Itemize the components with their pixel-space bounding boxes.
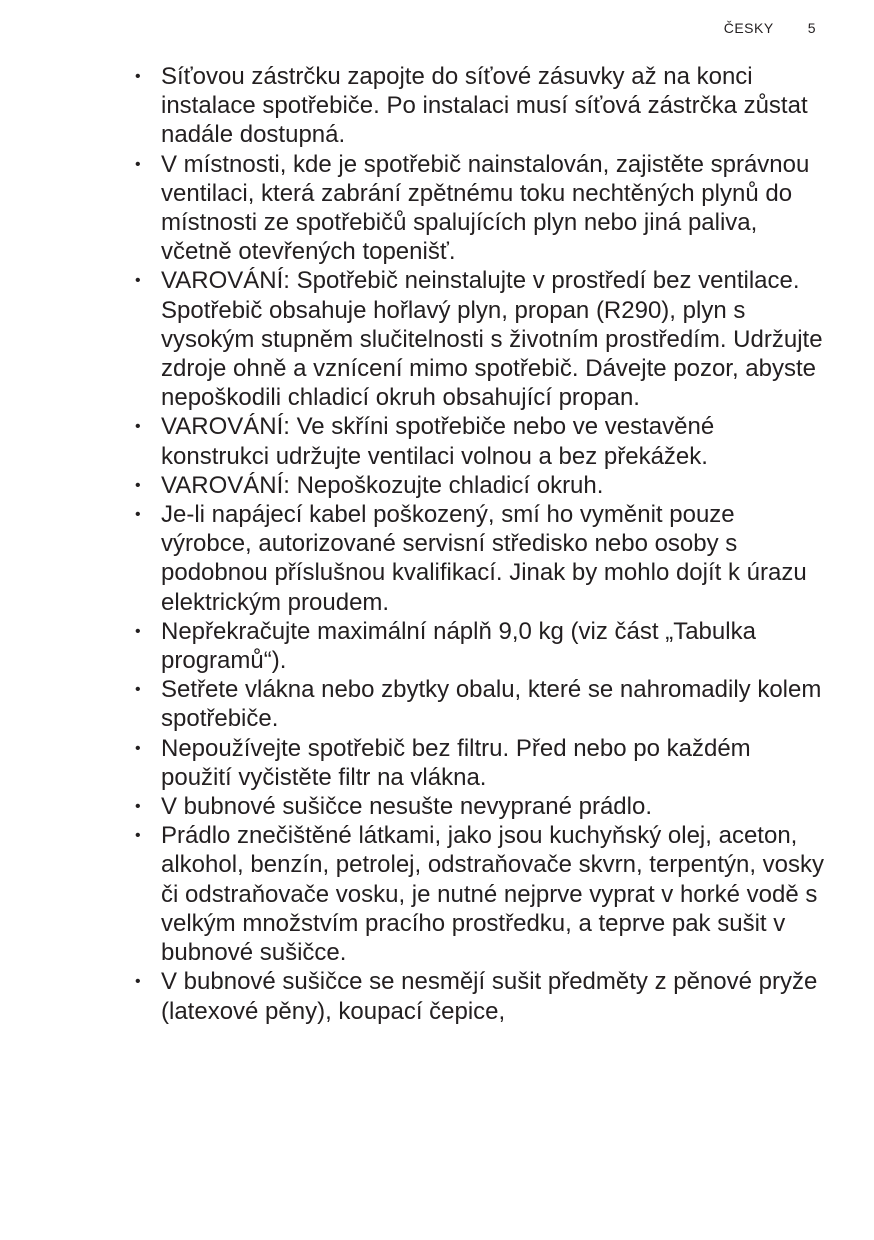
list-item-text: Nepřekračujte maximální náplň 9,0 kg (viz část „Tabulka programů“). [161, 617, 756, 675]
language-label: ČESKY [723, 20, 774, 36]
page-content [135, 62, 825, 1026]
list-item [135, 821, 825, 967]
bullet-marker: • [135, 272, 141, 290]
bullet-marker: • [135, 155, 141, 173]
bullet-marker: • [135, 973, 141, 991]
list-item-text: VAROVÁNÍ: Spotřebič neinstalujte v prostředí bez ventilace. [161, 267, 800, 295]
bullet-marker: • [135, 418, 141, 436]
list-item-text: Síťovou zástrčku zapojte do síťové zásuvky až na konci instalace spotřebiče. Po instalaci musí síťová zástrčka zůstat nadále dostupná. [161, 63, 808, 149]
list-item [135, 792, 825, 821]
list-item [135, 675, 825, 733]
list-item-text: Setřete vlákna nebo zbytky obalu, které se nahromadily kolem spotřebiče. [161, 676, 822, 733]
list-item [135, 412, 825, 470]
list-item-text: VAROVÁNÍ: Ve skříni spotřebiče nebo ve vestavěné konstrukci udržujte ventilaci volnou a bez překážek. [161, 413, 715, 470]
list-item [135, 150, 825, 267]
list-item-text: Nepoužívejte spotřebič bez filtru. Před nebo po každém použití vyčistěte filtr na vlákna. [161, 734, 751, 791]
list-item [135, 62, 825, 150]
list-item-text: VAROVÁNÍ: Nepoškozujte chladicí okruh. [161, 471, 604, 499]
list-item-text: Je-li napájecí kabel poškozený, smí ho vyměnit pouze výrobce, autorizované servisní středisko nebo osoby s podobnou příslušnou kvalifikací. Jinak by mohlo dojít k úrazu elektrickým proudem. [161, 501, 807, 616]
safety-instructions-list [135, 62, 825, 1026]
bullet-marker: • [135, 622, 141, 640]
bullet-marker: • [135, 506, 141, 524]
list-item-text: V bubnové sušičce nesušte nevyprané prádlo. [161, 793, 652, 821]
list-item [135, 967, 825, 1025]
list-item [135, 266, 825, 412]
list-item [135, 471, 825, 500]
list-item [135, 617, 825, 675]
page-header [724, 20, 816, 36]
list-item-text: V bubnové sušičce se nesmějí sušit předměty z pěnové pryže (latexové pěny), koupací čepice, [161, 968, 818, 1025]
list-item-text: Prádlo znečištěné látkami, jako jsou kuchyňský olej, aceton, alkohol, benzín, petrolej, odstraňovače skvrn, terpentýn, vosky či odstraňovače vosku, je nutné nejprve vyprat v horké vodě s velkým množstvím pracího prostředku, a teprve pak sušit v bubnové sušičce. [161, 822, 825, 967]
bullet-marker: • [135, 798, 141, 816]
bullet-marker: • [135, 827, 141, 845]
bullet-marker: • [135, 681, 141, 699]
list-item [135, 500, 825, 617]
list-item [135, 734, 825, 792]
bullet-marker: • [135, 68, 141, 85]
bullet-marker: • [135, 739, 141, 757]
list-item-text: V místnosti, kde je spotřebič nainstalován, zajistěte správnou ventilaci, která zabrání zpětnému toku nechtěných plynů do místnosti ze spotřebičů spalujících plyn nebo jiná paliva, včetně otevřených topenišť. [161, 150, 810, 266]
page-number: 5 [807, 20, 816, 36]
list-item-text: Spotřebič obsahuje hořlavý plyn, propan (R290), plyn s vysokým stupněm slučitelnosti s životním prostředím. Udržujte zdroje ohně a vznícení mimo spotřebič. Dávejte pozor, abyste nepoškodili chladicí okruh obsahující propan. [161, 296, 823, 412]
bullet-marker: • [135, 476, 141, 494]
